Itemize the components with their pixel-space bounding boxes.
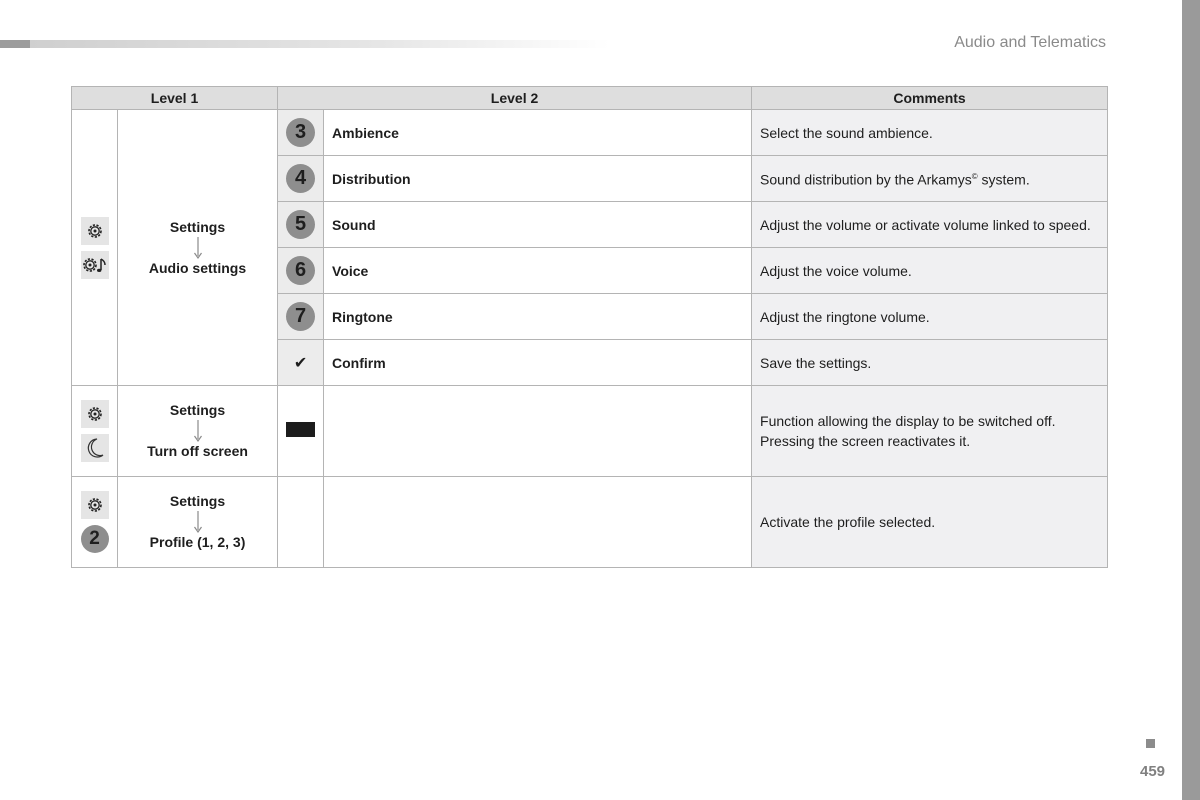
level2-ambience[interactable]: Ambience: [324, 110, 752, 156]
comment-sound: Adjust the volume or activate volume linked to speed.: [752, 202, 1108, 248]
arrow-down-icon: [193, 419, 203, 443]
header-comments: Comments: [752, 87, 1108, 110]
gear-icon: [81, 491, 109, 519]
level2-badge-cell: [278, 386, 324, 477]
level1-turn-off-screen: [118, 386, 278, 477]
level2-badge-cell: [278, 340, 324, 386]
level1-profile-label: Profile (1, 2, 3): [149, 534, 246, 550]
audio-settings-table: [71, 86, 1108, 568]
comment-turn-off-screen: [752, 386, 1108, 477]
level2-confirm[interactable]: Confirm: [324, 340, 752, 386]
level2-empty: [278, 477, 324, 568]
header-level-1: Level 1: [72, 87, 278, 110]
level1-audio-label: Audio settings: [148, 259, 247, 276]
checkmark-icon: ✔: [293, 354, 308, 372]
level2-badge-cell: [278, 156, 324, 202]
comment-voice: Adjust the voice volume.: [752, 248, 1108, 294]
level2-ringtone[interactable]: Ringtone: [324, 294, 752, 340]
level2-badge-cell: [278, 202, 324, 248]
level1-audio-settings: [118, 110, 278, 386]
number-3-icon: 3: [286, 118, 315, 147]
level1-icons-profile: [72, 477, 118, 568]
header-level-2: Level 2: [278, 87, 752, 110]
level1-settings-label: Settings: [169, 493, 226, 510]
level2-badge-cell: [278, 110, 324, 156]
level2-voice[interactable]: Voice: [324, 248, 752, 294]
number-6-icon: 6: [286, 256, 315, 285]
level1-profile: [118, 477, 278, 568]
level2-badge-cell: [278, 294, 324, 340]
page-marker: [1146, 739, 1155, 748]
number-4-icon: 4: [286, 164, 315, 193]
arrow-down-icon: [193, 236, 203, 260]
gear-icon: [81, 400, 109, 428]
comment-text: Pressing the screen reactivates it.: [760, 433, 971, 449]
comment-text: system.: [977, 171, 1030, 188]
gear-music-icon: [81, 251, 109, 279]
level1-icons-screen: [72, 386, 118, 477]
arrow-down-icon: [193, 510, 203, 534]
page-edge-bar: [1182, 0, 1200, 800]
comment-distribution: [752, 156, 1108, 202]
level1-screen-label: Turn off screen: [147, 443, 248, 459]
level1-settings-label: Settings: [169, 218, 226, 235]
table-row: [72, 477, 1108, 568]
table-row: [72, 110, 1108, 156]
profile-2-icon: 2: [81, 525, 109, 553]
copyright-mark: ©: [971, 172, 978, 182]
section-title: Audio and Telematics: [954, 34, 1106, 51]
level2-empty: [324, 477, 752, 568]
comment-text: Sound distribution by the Arkamys: [760, 171, 972, 188]
level2-badge-cell: [278, 248, 324, 294]
level1-settings-label: Settings: [169, 402, 226, 419]
comment-ambience: Select the sound ambience.: [752, 110, 1108, 156]
page-number: 459: [1140, 763, 1166, 780]
level2-sound[interactable]: Sound: [324, 202, 752, 248]
header-rule: [0, 40, 610, 48]
screen-off-icon: [286, 422, 315, 437]
table-row: [72, 386, 1108, 477]
level1-icons-audio: [72, 110, 118, 386]
number-7-icon: 7: [286, 302, 315, 331]
number-5-icon: 5: [286, 210, 315, 239]
table-header-row: [72, 87, 1108, 110]
comment-confirm: Save the settings.: [752, 340, 1108, 386]
gear-icon: [81, 217, 109, 245]
moon-icon: [81, 434, 109, 462]
comment-text: Function allowing the display to be switched off.: [760, 413, 1056, 429]
level2-empty: [324, 386, 752, 477]
level2-distribution[interactable]: Distribution: [324, 156, 752, 202]
comment-ringtone: Adjust the ringtone volume.: [752, 294, 1108, 340]
comment-profile: Activate the profile selected.: [752, 477, 1108, 568]
